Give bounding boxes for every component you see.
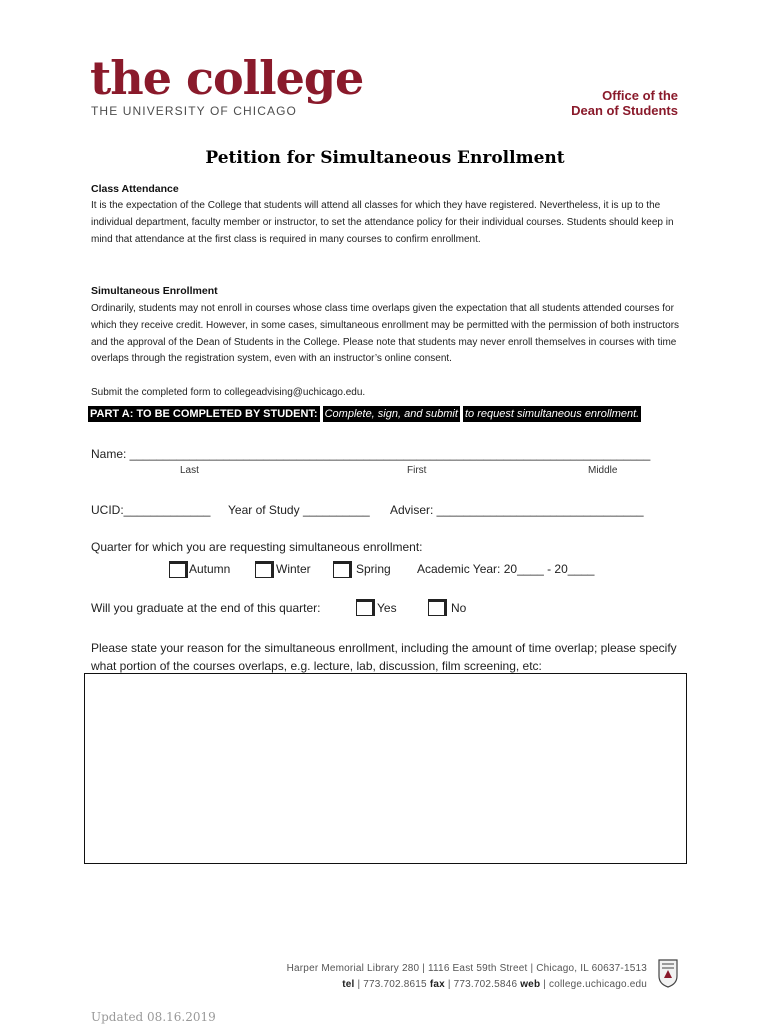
college-logo: the college bbox=[90, 51, 364, 105]
reason-prompt: Please state your reason for the simultaneous enrollment, including the amount of time overlap; please specify what portion of the courses overlaps, e.g. lecture, lab, discussion, film screening, etc: bbox=[91, 641, 677, 673]
adviser-field[interactable]: Adviser: _______________________________ bbox=[390, 503, 644, 517]
graduate-question: Will you graduate at the end of this quarter: bbox=[91, 601, 321, 615]
office-title bbox=[571, 88, 678, 118]
year-of-study-field[interactable]: Year of Study __________ bbox=[228, 503, 370, 517]
name-first-label: First bbox=[407, 465, 427, 476]
university-name: THE UNIVERSITY OF CHICAGO bbox=[91, 104, 297, 118]
tel-value: | 773.702.8615 bbox=[357, 979, 427, 990]
graduate-yes-label: Yes bbox=[377, 601, 397, 615]
quarter-question: Quarter for which you are requesting simultaneous enrollment: bbox=[91, 540, 423, 554]
web-label: web bbox=[520, 979, 541, 990]
footer-contact bbox=[342, 979, 647, 990]
reason-textarea[interactable] bbox=[84, 673, 687, 864]
winter-label: Winter bbox=[276, 562, 311, 576]
name-last-label: Last bbox=[180, 465, 199, 476]
academic-year-field[interactable]: Academic Year: 20____ - 20____ bbox=[417, 562, 595, 576]
submit-note: Submit the completed form to collegeadvising@uchicago.edu. bbox=[91, 387, 366, 398]
part-a-banner bbox=[88, 404, 641, 424]
simultaneous-enrollment-heading: Simultaneous Enrollment bbox=[91, 285, 218, 297]
class-attendance-heading: Class Attendance bbox=[91, 183, 179, 195]
simultaneous-enrollment-body: Ordinarily, students may not enroll in courses whose class time overlaps given the expectation that all students attended courses for which they receive credit. However, in some cases, simultaneous enrollment may be permitted with the permission of both instructors and the approval of the Dean of Students in the College. Please note that students may never enroll themselves in courses with time overlaps through the registration system, even with an instructor’s online consent. bbox=[91, 303, 680, 365]
web-value: | college.uchicago.edu bbox=[543, 979, 647, 990]
office-line-1: Office of the bbox=[602, 88, 678, 103]
fax-label: fax bbox=[429, 979, 445, 990]
spring-checkbox[interactable] bbox=[333, 561, 352, 578]
footer-address: Harper Memorial Library 280 | 1116 East 59th Street | Chicago, IL 60637-1513 bbox=[286, 963, 647, 974]
graduate-no-checkbox[interactable] bbox=[428, 599, 447, 616]
part-a-instruction-1: Complete, sign, and submit bbox=[324, 408, 458, 420]
updated-date: Updated 08.16.2019 bbox=[91, 1010, 216, 1024]
autumn-checkbox[interactable] bbox=[169, 561, 188, 578]
name-field[interactable]: Name: ______________________________________________________________________________ bbox=[91, 447, 651, 461]
fax-value: | 773.702.5846 bbox=[447, 979, 518, 990]
part-a-label: PART A: TO BE COMPLETED BY STUDENT: bbox=[90, 408, 318, 420]
part-a-instruction-2: to request simultaneous enrollment. bbox=[464, 408, 640, 420]
tel-label: tel bbox=[342, 979, 355, 990]
autumn-label: Autumn bbox=[189, 562, 231, 576]
ucid-field[interactable]: UCID:_____________ bbox=[91, 503, 211, 517]
office-line-2: Dean of Students bbox=[571, 103, 678, 118]
graduate-yes-checkbox[interactable] bbox=[356, 599, 375, 616]
spring-label: Spring bbox=[356, 562, 391, 576]
class-attendance-body: It is the expectation of the College that students will attend all classes for which they have registered. Nevertheless, it is up to the individual department, faculty member or instructor, to set the attendance policy for their individual courses. Students should keep in mind that attendance at the first class is required in many courses to confirm enrollment. bbox=[91, 200, 674, 245]
graduate-no-label: No bbox=[451, 601, 467, 615]
university-crest-icon bbox=[658, 958, 678, 988]
name-middle-label: Middle bbox=[588, 465, 618, 476]
winter-checkbox[interactable] bbox=[255, 561, 274, 578]
page-title: Petition for Simultaneous Enrollment bbox=[205, 148, 565, 168]
